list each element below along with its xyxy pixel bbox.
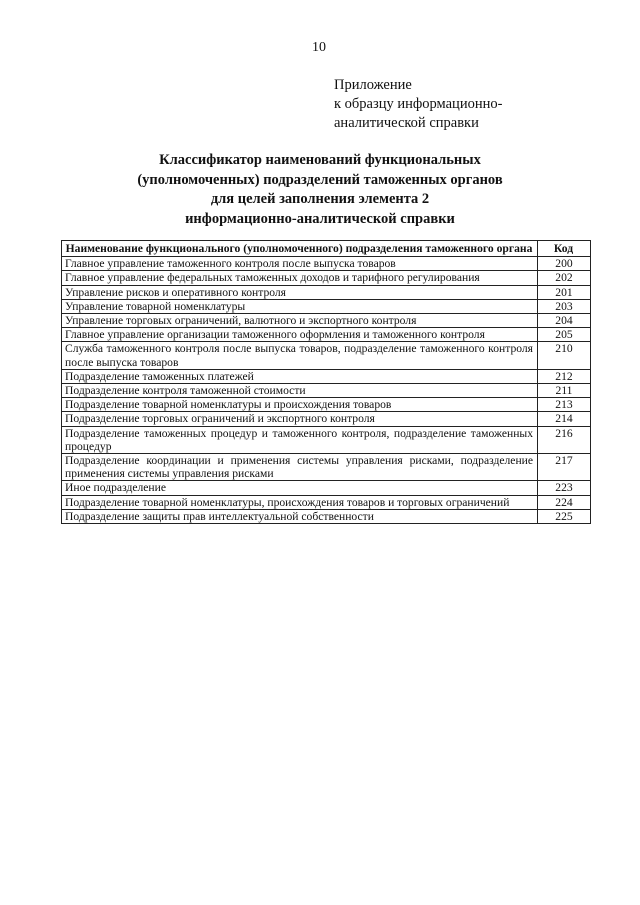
title-line: (уполномоченных) подразделений таможенных органов [137,171,503,188]
cell-code: 203 [538,299,591,313]
cell-code: 214 [538,412,591,426]
cell-code: 225 [538,509,591,523]
cell-name: Управление товарной номенклатуры [62,299,538,313]
cell-name: Подразделение таможенных платежей [62,369,538,383]
header-name: Наименование функционального (уполномоченного) подразделения таможенного органа [62,241,538,257]
table-row [62,271,591,285]
cell-code: 213 [538,398,591,412]
title-line: Классификатор наименований функциональных [159,152,481,168]
appendix-line: аналитической справки [334,115,479,131]
table-row [62,481,591,495]
cell-name: Управление торговых ограничений, валютного и экспортного контроля [62,314,538,328]
table-row [62,509,591,523]
cell-name: Подразделение торговых ограничений и экспортного контроля [62,412,538,426]
table-row [62,454,591,481]
cell-code: 202 [538,271,591,285]
cell-code: 211 [538,384,591,398]
document-title [0,151,640,229]
cell-code: 201 [538,285,591,299]
cell-code: 212 [538,369,591,383]
cell-name: Подразделение защиты прав интеллектуальной собственности [62,509,538,523]
appendix-note [334,76,502,133]
cell-name: Главное управление федеральных таможенных доходов и тарифного регулирования [62,271,538,285]
table-row [62,328,591,342]
cell-code: 204 [538,314,591,328]
table-header-row [62,241,591,257]
cell-code: 224 [538,495,591,509]
page-number: 10 [312,40,326,55]
table-row [62,314,591,328]
header-code: Код [538,241,591,257]
cell-code: 217 [538,454,591,481]
cell-name: Главное управление организации таможенного оформления и таможенного контроля [62,328,538,342]
table-row [62,384,591,398]
table-row [62,398,591,412]
cell-name: Иное подразделение [62,481,538,495]
cell-name: Подразделение товарной номенклатуры, происхождения товаров и торговых ограничений [62,495,538,509]
cell-name: Главное управление таможенного контроля после выпуска товаров [62,257,538,271]
table-row [62,412,591,426]
table-row [62,495,591,509]
cell-name: Подразделение товарной номенклатуры и происхождения товаров [62,398,538,412]
cell-name: Подразделение координации и применения системы управления рисками, подразделение применения системы управления рисками [62,454,538,481]
table-row [62,285,591,299]
cell-code: 216 [538,426,591,453]
appendix-line: к образцу информационно- [334,96,503,112]
cell-name: Служба таможенного контроля после выпуска товаров, подразделение таможенного контроля после выпуска товаров [62,342,538,369]
cell-code: 205 [538,328,591,342]
table-row [62,369,591,383]
table-row [62,299,591,313]
classifier-table [61,240,591,524]
cell-code: 210 [538,342,591,369]
title-line: информационно-аналитической справки [185,210,455,227]
title-line: для целей заполнения элемента 2 [210,191,430,207]
appendix-line: Приложение [334,77,412,93]
cell-name: Подразделение контроля таможенной стоимости [62,384,538,398]
table-row [62,426,591,453]
table-row [62,342,591,369]
table-row [62,257,591,271]
cell-code: 223 [538,481,591,495]
cell-name: Подразделение таможенных процедур и таможенного контроля, подразделение таможенных процедур [62,426,538,453]
cell-name: Управление рисков и оперативного контроля [62,285,538,299]
cell-code: 200 [538,257,591,271]
